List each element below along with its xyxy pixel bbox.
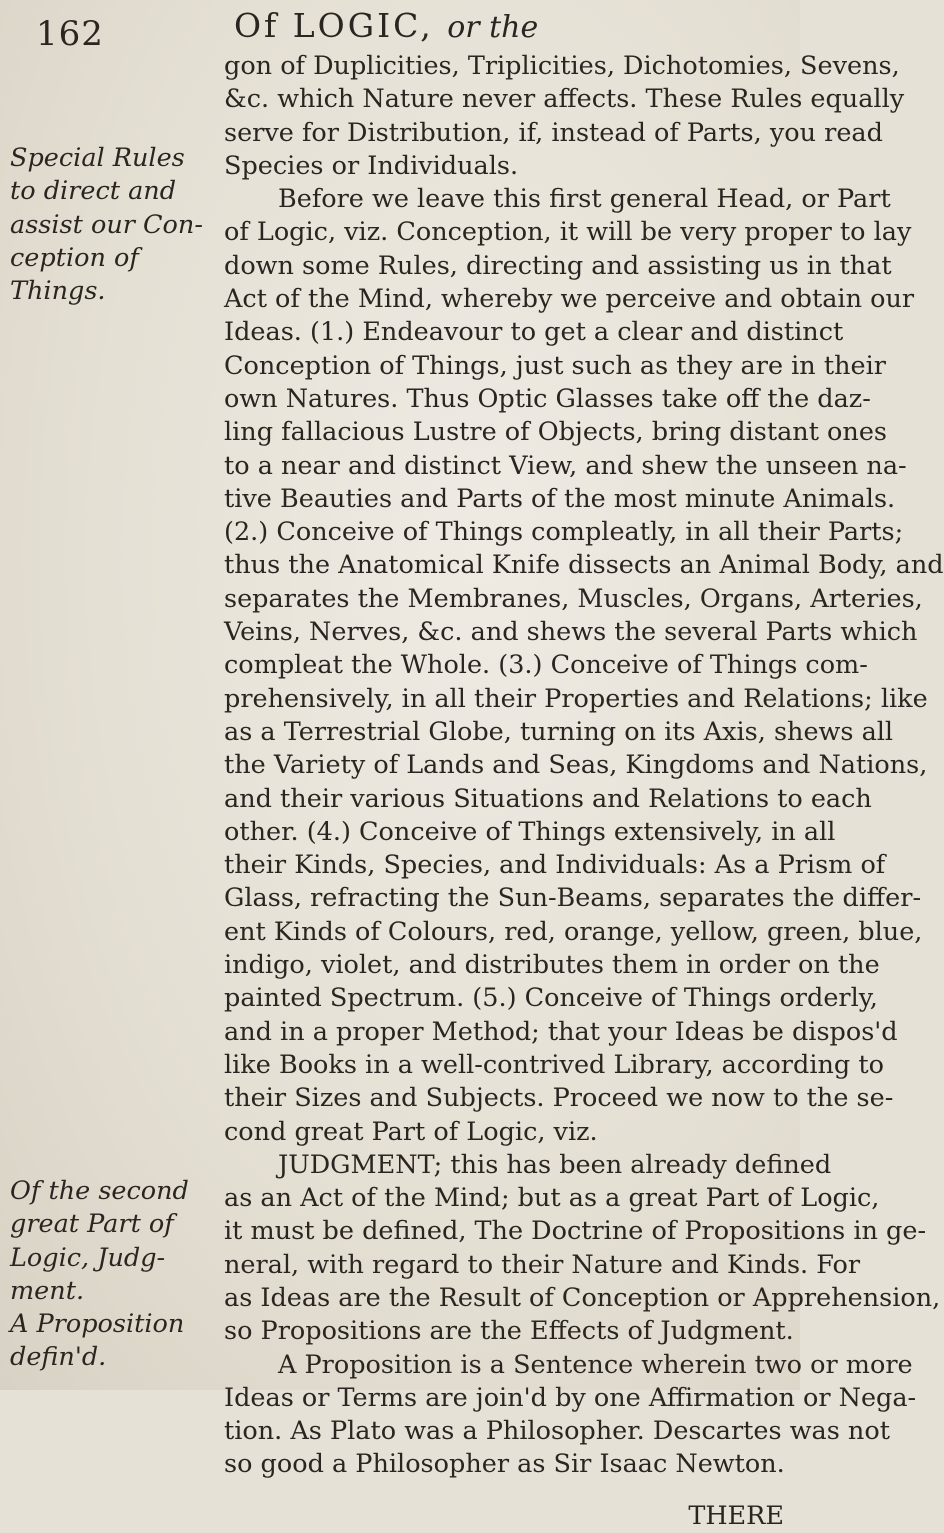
margin-note-line: A Proposition — [10, 1309, 185, 1339]
text-line: down some Rules, directing and assisting us in that — [224, 250, 892, 281]
text-line: indigo, violet, and distributes them in order on the — [224, 950, 880, 981]
text-line: Ideas. (1.) Endeavour to get a clear and distinct — [224, 317, 844, 348]
text-line: own Natures. Thus Optic Glasses take off the daz- — [224, 383, 871, 414]
text-line: neral, with regard to their Nature and Kinds. For — [224, 1249, 861, 1280]
text-line: so Propositions are the Effects of Judgment. — [224, 1316, 794, 1347]
margin-note-line: Of the second — [10, 1176, 189, 1206]
margin-note-proposition — [10, 1308, 210, 1375]
text-line: tion. As Plato was a Philosopher. Descartes was not — [224, 1416, 890, 1447]
text-line: tive Beauties and Parts of the most minute Animals. — [224, 483, 896, 514]
text-line: cond great Part of Logic, viz. — [224, 1116, 598, 1147]
text-line: Ideas or Terms are join'd by one Affirmation or Nega- — [224, 1382, 917, 1413]
text-line: their Kinds, Species, and Individuals: As a Prism of — [224, 850, 886, 881]
text-line: Before we leave this first general Head, or Part — [278, 184, 891, 215]
text-line: other. (4.) Conceive of Things extensively, in all — [224, 816, 836, 847]
margin-note-line: Things. — [10, 276, 106, 307]
text-line: as a Terrestrial Globe, turning on its Axis, shews all — [224, 716, 894, 747]
page-number: 162 — [36, 14, 104, 54]
body-text — [224, 50, 944, 1533]
running-head-title: Of LOGIC, — [234, 6, 434, 45]
text-line: separates the Membranes, Muscles, Organs, Arteries, — [224, 583, 923, 614]
text-line: &c. which Nature never affects. These Rules equally — [224, 84, 905, 115]
text-line: their Sizes and Subjects. Proceed we now to the se- — [224, 1083, 894, 1114]
text-line: Act of the Mind, whereby we perceive and obtain our — [224, 284, 915, 315]
text-line: Veins, Nerves, &c. and shews the several Parts which — [224, 617, 918, 648]
text-line: to a near and distinct View, and shew the unseen na- — [224, 450, 907, 481]
text-line: of Logic, viz. Conception, it will be very proper to lay — [224, 217, 912, 248]
text-line: compleat the Whole. (3.) Conceive of Things com- — [224, 650, 868, 681]
margin-note-judgment — [10, 1175, 210, 1308]
text-line: Species or Individuals. — [224, 150, 519, 181]
margin-note-line: assist our Con- — [10, 209, 203, 240]
text-line: serve for Distribution, if, instead of Parts, you read — [224, 117, 883, 148]
text-line: (2.) Conceive of Things compleatly, in all their Parts; — [224, 517, 904, 548]
margin-note-line: to direct and — [10, 176, 177, 207]
text-line: the Variety of Lands and Seas, Kingdoms and Nations, — [224, 750, 928, 781]
text-line: like Books in a well-contrived Library, according to — [224, 1049, 884, 1080]
text-line: Glass, refracting the Sun-Beams, separates the differ- — [224, 883, 922, 914]
margin-note-line: Special Rules — [10, 143, 185, 173]
text-line: thus the Anatomical Knife dissects an Animal Body, and — [224, 550, 944, 581]
margin-note-line: defin'd. — [10, 1342, 107, 1373]
text-line: and their various Situations and Relations to each — [224, 783, 872, 814]
text-line: as Ideas are the Result of Conception or Apprehension, — [224, 1282, 941, 1313]
margin-note-line: ment. — [10, 1275, 85, 1306]
text-line: and in a proper Method; that your Ideas be dispos'd — [224, 1016, 898, 1047]
margin-note-line: Logic, Judg- — [10, 1242, 166, 1273]
text-line: ent Kinds of Colours, red, orange, yellow, green, blue, — [224, 916, 923, 947]
text-line: ling fallacious Lustre of Objects, bring distant ones — [224, 417, 888, 448]
text-line: prehensively, in all their Properties and Relations; like — [224, 683, 928, 714]
text-line: as an Act of the Mind; but as a great Part of Logic, — [224, 1183, 880, 1214]
text-line: so good a Philosopher as Sir Isaac Newton. — [224, 1449, 785, 1480]
margin-note-line: great Part of — [10, 1209, 174, 1240]
text-line: A Proposition is a Sentence wherein two or more — [278, 1349, 913, 1380]
text-line: it must be defined, The Doctrine of Propositions in ge- — [224, 1216, 927, 1247]
text-line: Conception of Things, just such as they are in their — [224, 350, 886, 381]
text-line: gon of Duplicities, Triplicities, Dichotomies, Sevens, — [224, 51, 900, 81]
text-line: painted Spectrum. (5.) Conceive of Things orderly, — [224, 983, 878, 1014]
running-head — [234, 6, 538, 45]
margin-note-special-rules — [10, 142, 210, 308]
catchword: THERE — [688, 1500, 784, 1531]
running-head-tail: or the — [447, 10, 539, 45]
text-line: JUDGMENT; this has been already defined — [278, 1149, 832, 1180]
margin-note-line: ception of — [10, 242, 139, 273]
